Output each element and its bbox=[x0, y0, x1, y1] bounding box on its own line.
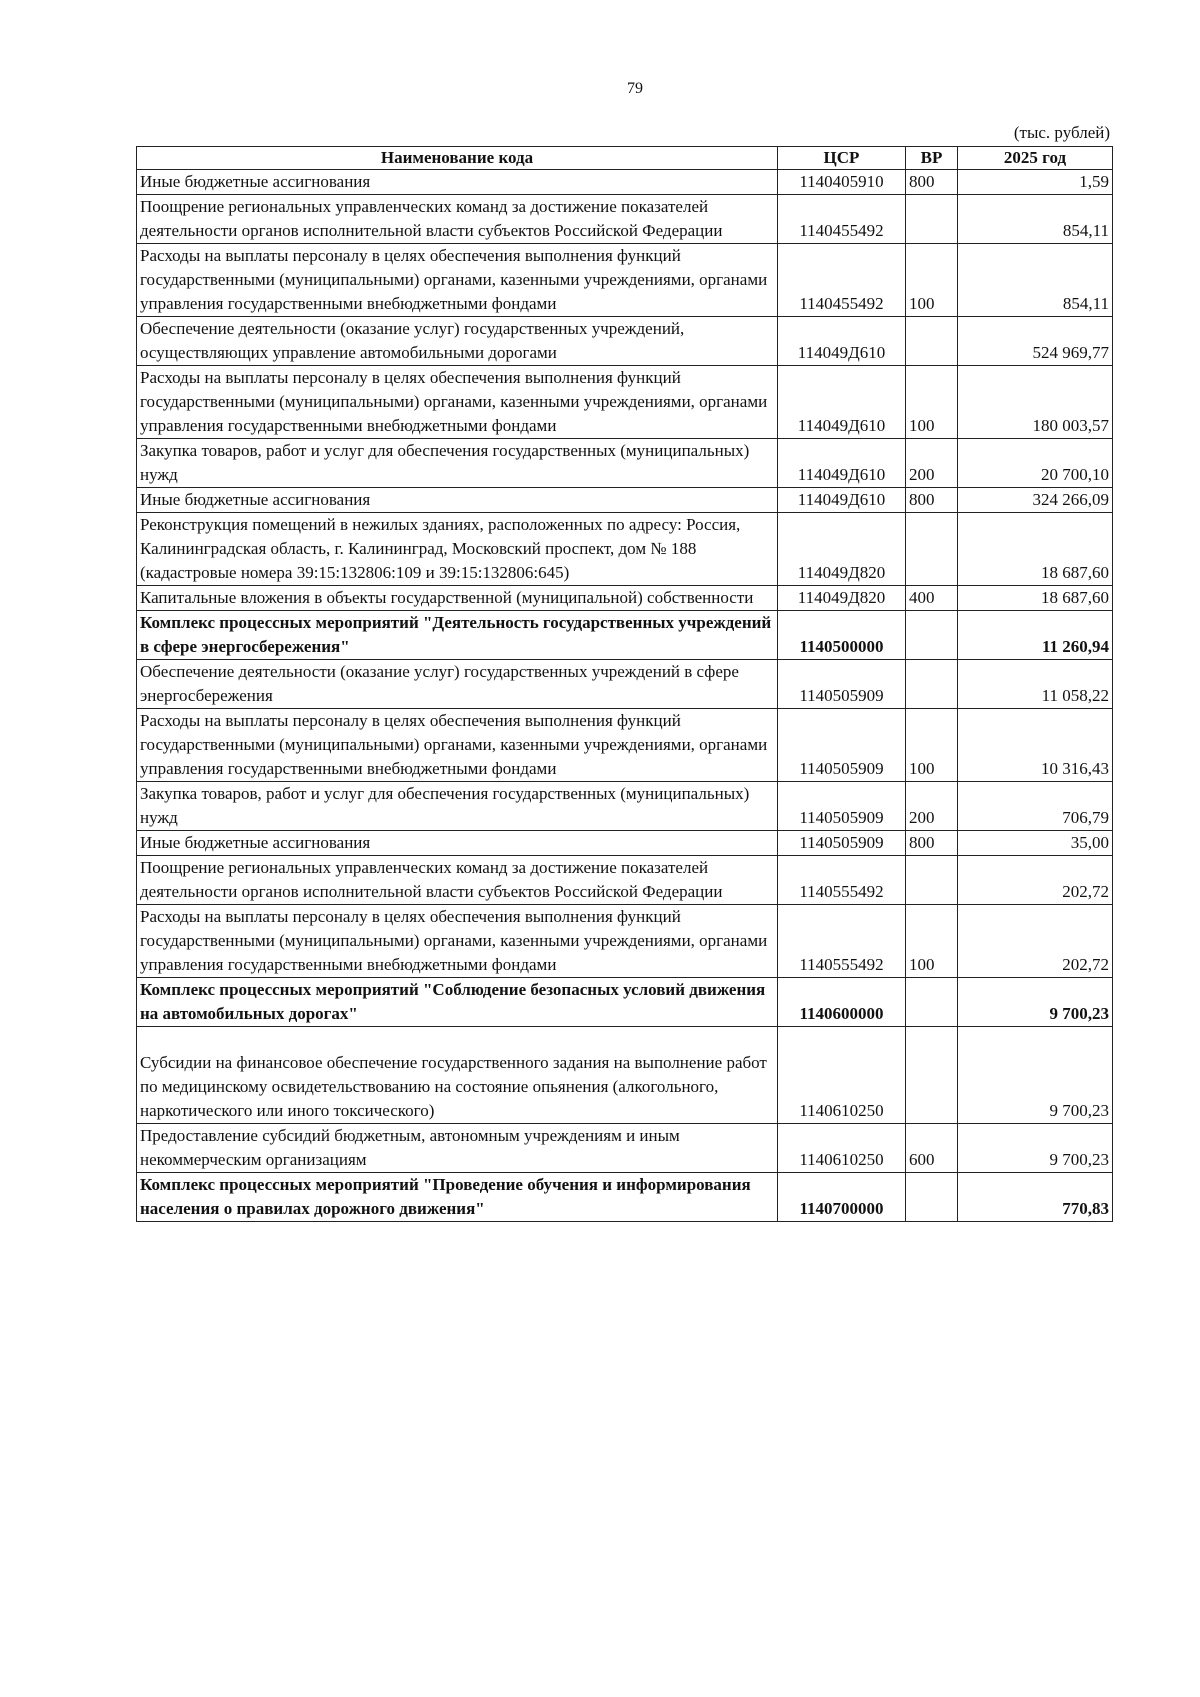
table-row bbox=[137, 439, 1113, 488]
row-csr: 114049Д820 bbox=[778, 586, 906, 611]
row-name: Расходы на выплаты персоналу в целях обеспечения выполнения функций государственными (муниципальными) органами, казенными учреждениями, органами управления государственными внебюджетными фондами bbox=[137, 905, 778, 978]
row-name: Закупка товаров, работ и услуг для обеспечения государственных (муниципальных) нужд bbox=[137, 439, 778, 488]
row-vr bbox=[906, 978, 958, 1027]
table-row bbox=[137, 1173, 1113, 1222]
row-csr: 1140455492 bbox=[778, 244, 906, 317]
row-vr bbox=[906, 513, 958, 586]
table-row bbox=[137, 513, 1113, 586]
row-csr: 114049Д820 bbox=[778, 513, 906, 586]
row-vr: 100 bbox=[906, 244, 958, 317]
row-vr: 100 bbox=[906, 905, 958, 978]
row-csr: 114049Д610 bbox=[778, 439, 906, 488]
row-name: Обеспечение деятельности (оказание услуг) государственных учреждений в сфере энергосбережения bbox=[137, 660, 778, 709]
row-amount: 9 700,23 bbox=[958, 1027, 1113, 1124]
row-name: Капитальные вложения в объекты государственной (муниципальной) собственности bbox=[137, 586, 778, 611]
row-vr bbox=[906, 1173, 958, 1222]
row-amount: 770,83 bbox=[958, 1173, 1113, 1222]
row-amount: 9 700,23 bbox=[958, 1124, 1113, 1173]
row-amount: 11 260,94 bbox=[958, 611, 1113, 660]
table-row bbox=[137, 1027, 1113, 1124]
row-amount: 706,79 bbox=[958, 782, 1113, 831]
row-name: Поощрение региональных управленческих команд за достижение показателей деятельности органов исполнительной власти субъектов Российской Федерации bbox=[137, 195, 778, 244]
row-name: Расходы на выплаты персоналу в целях обеспечения выполнения функций государственными (муниципальными) органами, казенными учреждениями, органами управления государственными внебюджетными фондами bbox=[137, 244, 778, 317]
row-csr: 1140505909 bbox=[778, 709, 906, 782]
header-name: Наименование кода bbox=[137, 147, 778, 170]
row-vr: 600 bbox=[906, 1124, 958, 1173]
row-name: Комплекс процессных мероприятий "Деятельность государственных учреждений в сфере энергосбережения" bbox=[137, 611, 778, 660]
row-csr: 1140610250 bbox=[778, 1124, 906, 1173]
row-amount: 18 687,60 bbox=[958, 586, 1113, 611]
row-name: Расходы на выплаты персоналу в целях обеспечения выполнения функций государственными (муниципальными) органами, казенными учреждениями, органами управления государственными внебюджетными фондами bbox=[137, 709, 778, 782]
row-amount: 180 003,57 bbox=[958, 366, 1113, 439]
row-amount: 9 700,23 bbox=[958, 978, 1113, 1027]
row-csr: 1140610250 bbox=[778, 1027, 906, 1124]
row-csr: 1140505909 bbox=[778, 782, 906, 831]
row-csr: 114049Д610 bbox=[778, 488, 906, 513]
row-amount: 524 969,77 bbox=[958, 317, 1113, 366]
row-name: Комплекс процессных мероприятий "Соблюдение безопасных условий движения на автомобильных дорогах" bbox=[137, 978, 778, 1027]
page-number: 79 bbox=[627, 80, 643, 97]
row-vr bbox=[906, 1027, 958, 1124]
row-name: Субсидии на финансовое обеспечение государственного задания на выполнение работ по медицинскому освидетельствованию на состояние опьянения (алкогольного, наркотического или иного токсического) bbox=[137, 1027, 778, 1124]
row-vr bbox=[906, 317, 958, 366]
row-vr: 400 bbox=[906, 586, 958, 611]
table-header-row bbox=[137, 147, 1113, 170]
row-csr: 1140455492 bbox=[778, 195, 906, 244]
row-vr: 100 bbox=[906, 709, 958, 782]
row-amount: 1,59 bbox=[958, 170, 1113, 195]
row-csr: 1140700000 bbox=[778, 1173, 906, 1222]
table-row bbox=[137, 978, 1113, 1027]
units-label: (тыс. рублей) bbox=[1013, 123, 1110, 142]
table-row bbox=[137, 195, 1113, 244]
header-year: 2025 год bbox=[958, 147, 1113, 170]
table-row bbox=[137, 905, 1113, 978]
row-amount: 18 687,60 bbox=[958, 513, 1113, 586]
table-row bbox=[137, 709, 1113, 782]
table-row bbox=[137, 244, 1113, 317]
header-vr: ВР bbox=[906, 147, 958, 170]
table-row bbox=[137, 317, 1113, 366]
table-row bbox=[137, 831, 1113, 856]
row-csr: 1140505909 bbox=[778, 660, 906, 709]
row-amount: 202,72 bbox=[958, 856, 1113, 905]
row-name: Иные бюджетные ассигнования bbox=[137, 488, 778, 513]
table-row bbox=[137, 488, 1113, 513]
table-row bbox=[137, 1124, 1113, 1173]
row-name: Реконструкция помещений в нежилых зданиях, расположенных по адресу: Россия, Калининградская область, г. Калининград, Московский проспект, дом № 188 (кадастровые номера 39:15:132806:109 и 39:15:132806:645) bbox=[137, 513, 778, 586]
table-row bbox=[137, 611, 1113, 660]
table-row bbox=[137, 782, 1113, 831]
row-vr bbox=[906, 195, 958, 244]
row-name: Поощрение региональных управленческих команд за достижение показателей деятельности органов исполнительной власти субъектов Российской Федерации bbox=[137, 856, 778, 905]
row-amount: 854,11 bbox=[958, 195, 1113, 244]
row-csr: 1140405910 bbox=[778, 170, 906, 195]
row-vr bbox=[906, 611, 958, 660]
row-vr: 100 bbox=[906, 366, 958, 439]
row-vr: 200 bbox=[906, 439, 958, 488]
row-amount: 10 316,43 bbox=[958, 709, 1113, 782]
header-csr: ЦСР bbox=[778, 147, 906, 170]
row-amount: 20 700,10 bbox=[958, 439, 1113, 488]
table-row bbox=[137, 856, 1113, 905]
row-vr bbox=[906, 660, 958, 709]
row-amount: 35,00 bbox=[958, 831, 1113, 856]
row-csr: 114049Д610 bbox=[778, 317, 906, 366]
row-name: Закупка товаров, работ и услуг для обеспечения государственных (муниципальных) нужд bbox=[137, 782, 778, 831]
row-amount: 202,72 bbox=[958, 905, 1113, 978]
row-csr: 1140500000 bbox=[778, 611, 906, 660]
row-name: Предоставление субсидий бюджетным, автономным учреждениям и иным некоммерческим организациям bbox=[137, 1124, 778, 1173]
row-csr: 1140555492 bbox=[778, 856, 906, 905]
table-row bbox=[137, 170, 1113, 195]
row-amount: 11 058,22 bbox=[958, 660, 1113, 709]
row-csr: 1140600000 bbox=[778, 978, 906, 1027]
row-csr: 1140555492 bbox=[778, 905, 906, 978]
budget-table bbox=[136, 146, 1113, 1222]
row-name: Расходы на выплаты персоналу в целях обеспечения выполнения функций государственными (муниципальными) органами, казенными учреждениями, органами управления государственными внебюджетными фондами bbox=[137, 366, 778, 439]
table-body bbox=[137, 170, 1113, 1222]
table-row bbox=[137, 660, 1113, 709]
row-name: Комплекс процессных мероприятий "Проведение обучения и информирования населения о правилах дорожного движения" bbox=[137, 1173, 778, 1222]
table-row bbox=[137, 586, 1113, 611]
row-name: Иные бюджетные ассигнования bbox=[137, 170, 778, 195]
table-row bbox=[137, 366, 1113, 439]
row-amount: 854,11 bbox=[958, 244, 1113, 317]
row-name: Иные бюджетные ассигнования bbox=[137, 831, 778, 856]
row-vr: 800 bbox=[906, 831, 958, 856]
row-vr: 800 bbox=[906, 170, 958, 195]
row-csr: 114049Д610 bbox=[778, 366, 906, 439]
row-name: Обеспечение деятельности (оказание услуг) государственных учреждений, осуществляющих управление автомобильными дорогами bbox=[137, 317, 778, 366]
row-vr: 800 bbox=[906, 488, 958, 513]
row-amount: 324 266,09 bbox=[958, 488, 1113, 513]
row-csr: 1140505909 bbox=[778, 831, 906, 856]
row-vr: 200 bbox=[906, 782, 958, 831]
row-vr bbox=[906, 856, 958, 905]
